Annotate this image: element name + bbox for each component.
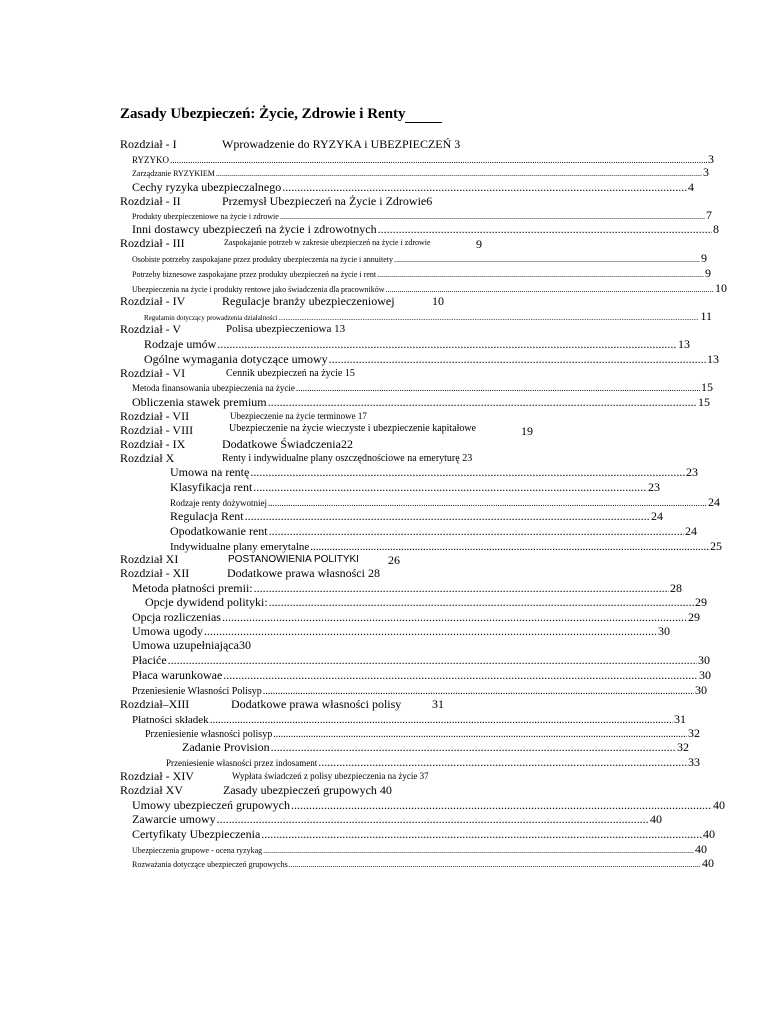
toc-entry-page: 32 <box>677 740 689 754</box>
toc-entry <box>145 726 700 741</box>
toc-entry <box>132 638 251 653</box>
toc-entry <box>132 653 710 668</box>
toc-entry-text: Przeniesienie własności przez indosament <box>166 758 318 768</box>
toc-entry-text: Produkty ubezpieczeniowe na życie i zdrowie <box>132 212 279 221</box>
chapter-label: Rozdział - VII <box>120 409 190 423</box>
toc-entry <box>170 509 663 524</box>
chapter-heading <box>120 437 720 452</box>
toc-entry <box>158 755 700 770</box>
chapter-heading <box>120 236 720 251</box>
chapter-title: Zasady ubezpieczeń grupowych 40 <box>223 783 392 797</box>
toc-entry-page: 24 <box>685 524 697 538</box>
toc-entry-text: Osobiste potrzeby zaspokajane przez produkty ubezpieczenia na życie i annuitety <box>132 255 393 264</box>
toc-entry <box>145 740 689 755</box>
chapter-title: Dodatkowe prawa własności 28 <box>227 566 380 580</box>
toc-entry-text: Potrzeby biznesowe zaspokajane przez produkty ubezpieczeń na życie i rent <box>132 270 377 279</box>
toc-entry-text: Opcje dywidend polityki: <box>145 595 268 609</box>
toc-entry <box>132 668 711 683</box>
chapter-title: Dodatkowe prawa własności polisy <box>231 697 402 711</box>
chapter-label: Rozdział - IX <box>120 437 186 451</box>
toc-entry <box>132 683 707 698</box>
chapter-label: Rozdział–XIII <box>120 697 190 711</box>
toc-entry-page: 15 <box>698 395 710 409</box>
toc-entry-page: 40 <box>713 798 725 812</box>
toc-entry <box>132 180 694 195</box>
toc-entry-page: 33 <box>688 755 700 769</box>
chapter-heading <box>120 451 720 466</box>
toc-entry <box>144 337 690 352</box>
chapter-title: Zaspokajanie potrzeb w zakresie ubezpieczeń na życie i zdrowie <box>224 238 431 247</box>
toc-entry <box>132 798 725 813</box>
toc-entry-page: 28 <box>670 581 682 595</box>
toc-entry-text: Rozważania dotyczące ubezpieczeń grupowychs <box>132 860 288 869</box>
toc-entry-page: 40 <box>695 842 707 856</box>
chapter-heading <box>120 552 720 567</box>
chapter-label: Rozdział - IV <box>120 294 186 308</box>
toc-entry-page: 40 <box>702 856 714 870</box>
chapter-page: 19 <box>521 424 533 438</box>
chapter-heading <box>120 194 720 209</box>
toc-entry-page: 7 <box>706 208 712 222</box>
chapter-title: Wprowadzenie do RYZYKA i UBEZPIECZEŃ 3 <box>222 137 461 151</box>
toc-entry-text: Umowa ugody <box>132 624 203 638</box>
toc-entry-page: 29 <box>695 595 707 609</box>
toc-entry <box>132 165 709 180</box>
toc-entry-page: 23 <box>648 480 660 494</box>
toc-entry <box>132 251 707 266</box>
toc-entry-page: 23 <box>686 465 698 479</box>
toc-entry <box>132 842 707 857</box>
toc-entry-text: Certyfikaty Ubezpieczenia <box>132 827 261 841</box>
chapter-label: Rozdział - I <box>120 137 177 151</box>
chapter-label: Rozdział - VI <box>120 366 186 380</box>
title-underline <box>405 122 442 123</box>
chapter-label: Rozdział X <box>120 451 175 465</box>
toc-entry-page: 40 <box>703 827 715 841</box>
chapter-title: Regulacje branży ubezpieczeniowej <box>222 294 395 308</box>
toc-entry <box>132 395 710 410</box>
toc-entry-text: Cechy ryzyka ubezpieczalnego <box>132 180 282 194</box>
toc-entry <box>132 380 713 395</box>
chapter-title: Cennik ubezpieczeń na życie 15 <box>226 368 355 379</box>
toc-entry-page: 15 <box>701 380 713 394</box>
toc-entry-text: Płaciće <box>132 653 167 667</box>
toc-entry-text: Zarządzanie RYZYKIEM <box>132 169 215 178</box>
chapter-page: 31 <box>432 697 444 711</box>
toc-entry-text: Zadanie Provision <box>182 740 270 754</box>
toc-entry-page: 30 <box>699 668 711 682</box>
toc-entry-page: 32 <box>688 726 700 740</box>
toc-entry-page: 8 <box>713 222 719 236</box>
toc-entry <box>170 480 660 495</box>
chapter-label: Rozdział - III <box>120 236 185 250</box>
toc-entry-page: 10 <box>715 281 727 295</box>
toc-entry-page: 11 <box>700 309 712 323</box>
toc-entry-text: Metoda finansowania ubezpieczenia na życie <box>132 383 295 393</box>
toc-entry-text: Obliczenia stawek premium <box>132 395 267 409</box>
toc-entry-page: 24 <box>651 509 663 523</box>
toc-entry <box>132 624 670 639</box>
toc-entry-text: Płaca warunkowae <box>132 668 223 682</box>
toc-entry-text: Zawarcie umowy <box>132 812 216 826</box>
toc-entry <box>170 524 697 539</box>
toc-entry-page: 3 <box>708 152 714 166</box>
chapter-label: Rozdział - XII <box>120 566 190 580</box>
chapter-page: 26 <box>388 553 400 567</box>
toc-entry <box>132 856 714 871</box>
chapter-label: Rozdział XV <box>120 783 183 797</box>
toc-entry <box>145 595 707 610</box>
chapter-label: Rozdział XI <box>120 552 179 566</box>
toc-entry-text: Indywidualne plany emerytalne <box>170 541 310 553</box>
toc-entry-text: Regulacja Rent <box>170 509 244 523</box>
toc-entry-text: Klasyfikacja rent <box>170 480 253 494</box>
toc-entry-text: Regulamin dotyczący prowadzenia działalności <box>144 314 278 322</box>
toc-entry-page: 24 <box>708 495 720 509</box>
toc-entry-page: 4 <box>688 180 694 194</box>
toc-entry <box>132 266 711 281</box>
toc-entry-text: RYZYKO <box>132 155 170 165</box>
toc-entry <box>170 465 698 480</box>
toc-entry-page: 25 <box>710 539 722 553</box>
toc-entry-text: Płatności składek <box>132 714 209 726</box>
chapter-label: Rozdział - V <box>120 322 182 336</box>
toc-entry <box>144 352 719 367</box>
toc-entry <box>132 827 715 842</box>
toc-entry-page: 40 <box>650 812 662 826</box>
toc-entry-page: 30 <box>695 683 707 697</box>
toc-entry-text: Ubezpieczenia na życie i produkty rentowe jako świadczenia dla pracowników <box>132 285 385 294</box>
toc-entry-text: Umowa na rentę <box>170 465 250 479</box>
chapter-label: Rozdział - VIII <box>120 423 194 437</box>
chapter-title: Dodatkowe Świadczenia22 <box>222 437 353 451</box>
chapter-heading <box>120 783 720 798</box>
toc-entry-text: Inni dostawcy ubezpieczeń na życie i zdrowotnych <box>132 222 377 236</box>
toc-entry-text: Umowy ubezpieczeń grupowych <box>132 798 290 812</box>
toc-entry <box>132 812 662 827</box>
chapter-heading <box>120 322 720 337</box>
chapter-title: Renty i indywidualne plany oszczędnościowe na emeryturę 23 <box>222 453 473 464</box>
toc-entry-page: 29 <box>688 610 700 624</box>
chapter-label: Rozdział - XIV <box>120 769 194 783</box>
toc-entry-text: Rodzaje umów <box>144 337 217 351</box>
chapter-heading <box>120 566 720 581</box>
toc-entry-text: Opcja rozliczenias <box>132 610 221 624</box>
toc-entry-page: 9 <box>705 266 711 280</box>
chapter-label: Rozdział - II <box>120 194 181 208</box>
toc-entry-page: 30 <box>698 653 710 667</box>
chapter-title: Przemysł Ubezpieczeń na Życie i Zdrowie6 <box>222 194 433 208</box>
toc-entry-text: Ogólne wymagania dotyczące umowy <box>144 352 328 366</box>
chapter-page: 10 <box>432 294 444 308</box>
toc-entry-page: 9 <box>701 251 707 265</box>
chapter-heading <box>120 769 720 784</box>
chapter-heading <box>120 294 720 309</box>
chapter-title: Wypłata świadczeń z polisy ubezpieczenia na życie 37 <box>232 771 429 781</box>
toc-entry-text: Rodzaje renty dożywotniej <box>170 498 267 508</box>
toc-entry <box>132 610 700 625</box>
chapter-heading <box>120 137 720 152</box>
chapter-page: 9 <box>476 237 482 251</box>
toc-entry-page: 31 <box>674 712 686 726</box>
toc-entry-page: 13 <box>707 352 719 366</box>
chapter-title: Polisa ubezpieczeniowa 13 <box>226 323 346 335</box>
toc-entry <box>132 208 712 223</box>
document-title: Zasady Ubezpieczeń: Życie, Zdrowie i Renty <box>120 106 406 122</box>
toc-entry-page: 30 <box>658 624 670 638</box>
chapter-heading <box>120 423 720 438</box>
toc-entry <box>170 495 720 510</box>
chapter-title: Ubezpieczenie na życie terminowe 17 <box>230 411 367 421</box>
chapter-title: Ubezpieczenie na życie wieczyste i ubezpieczenie kapitałowe <box>229 423 477 434</box>
toc-entry <box>132 712 686 727</box>
toc-entry-text: Opodatkowanie rent <box>170 524 268 538</box>
toc-entry-text: Metoda płatności premii: <box>132 581 253 595</box>
chapter-title: POSTANOWIENIA POLITYKI <box>228 554 359 565</box>
toc-entry-text: Ubezpieczenia grupowe - ocena ryzykag <box>132 846 263 855</box>
toc-entry-text: Umowa uzupełniająca30 <box>132 638 251 652</box>
toc-entry-text: Przeniesienie własności polisyp <box>145 729 273 740</box>
toc-entry <box>132 581 682 596</box>
toc-entry-text: Przeniesienie Własności Polisyp <box>132 686 262 697</box>
toc-entry-page: 3 <box>703 165 709 179</box>
chapter-heading <box>120 697 720 712</box>
toc-entry-page: 13 <box>678 337 690 351</box>
chapter-heading <box>120 366 720 381</box>
